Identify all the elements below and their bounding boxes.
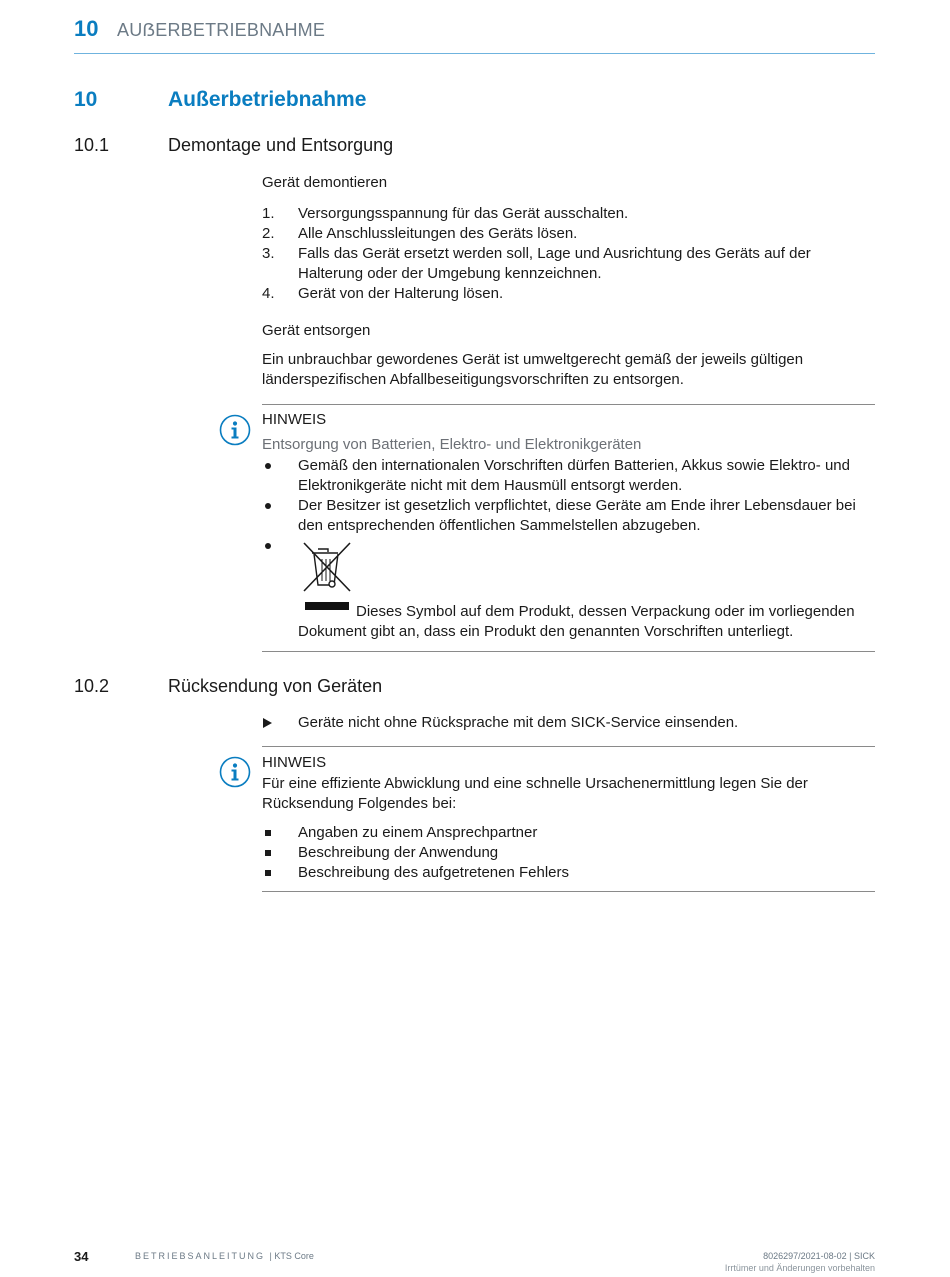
step-text: Alle Anschlussleitungen des Geräts lösen.	[298, 225, 578, 242]
header-divider	[74, 53, 875, 54]
bullet-dot	[265, 543, 271, 549]
bullet-text: Beschreibung der Anwendung	[298, 844, 499, 861]
symbol-explanation: Dieses Symbol auf dem Produkt, dessen Verpackung oder im vorliegenden Dokument gibt an, dass ein Produkt den genannten Vorschriften unterliegt.	[298, 603, 855, 640]
doc-type: BETRIEBSANLEITUNG	[135, 1251, 266, 1261]
note-top-rule	[262, 746, 875, 747]
product-name: | KTS Core	[269, 1251, 314, 1261]
step-number: 3.	[262, 245, 275, 262]
bullet-text: Der Besitzer ist gesetzlich verpflichtet, diese Geräte am Ende ihrer Lebensdauer bei den entsprechenden öffentlichen Sammelstellen abzugeben.	[298, 497, 856, 534]
note-text: Für eine effiziente Abwicklung und eine schnelle Ursachenermittlung legen Sie der Rücksendung Folgendes bei:	[262, 775, 808, 812]
bullet-dot	[265, 463, 271, 469]
note-bottom-rule	[262, 651, 875, 652]
chapter-number: 10	[74, 88, 98, 111]
note-subtitle: Entsorgung von Batterien, Elektro- und Elektronikgeräten	[262, 436, 642, 453]
action-arrow-icon	[263, 718, 272, 728]
step-number: 2.	[262, 225, 275, 242]
page-number: 34	[74, 1249, 89, 1264]
step-text: Gerät von der Halterung lösen.	[298, 285, 504, 302]
dispose-paragraph: Ein unbrauchbar gewordenes Gerät ist umweltgerecht gemäß der jeweils gültigen länderspezifischen Abfallbeseitigungsvorschriften zu entsorgen.	[262, 351, 804, 388]
note-label: HINWEIS	[262, 754, 327, 771]
info-icon	[219, 414, 251, 446]
bullet-dot	[265, 503, 271, 509]
note-top-rule	[262, 404, 875, 405]
note-bottom-rule	[262, 891, 875, 892]
section-title: Demontage und Entsorgung	[168, 135, 394, 155]
step-number: 4.	[262, 285, 275, 302]
bullet-text: Beschreibung des aufgetretenen Fehlers	[298, 864, 570, 881]
footer-disclaimer: Irrtümer und Änderungen vorbehalten	[724, 1263, 875, 1273]
step-text: Versorgungsspannung für das Gerät ausschalten.	[298, 205, 629, 222]
info-icon	[219, 756, 251, 788]
section-number: 10.1	[74, 135, 110, 155]
step-number: 1.	[262, 205, 275, 222]
footer-document-type	[135, 1251, 314, 1261]
subheading-dispose: Gerät entsorgen	[262, 322, 371, 339]
section-title: Rücksendung von Geräten	[168, 676, 383, 696]
header-chapter-title: AUẞERBETRIEBNAHME	[117, 20, 326, 40]
bullet-text: Gemäß den internationalen Vorschriften dürfen Batterien, Akkus sowie Elektro- und Elektronikgeräte nicht mit dem Hausmüll entsorgt werden.	[298, 457, 850, 494]
header-chapter-number: 10	[74, 16, 99, 41]
section-number: 10.2	[74, 676, 110, 696]
bullet-text: Angaben zu einem Ansprechpartner	[298, 824, 538, 841]
subheading-dismantle: Gerät demontieren	[262, 174, 388, 191]
action-text: Geräte nicht ohne Rücksprache mit dem SICK-Service einsenden.	[298, 714, 739, 731]
step-text: Falls das Gerät ersetzt werden soll, Lage und Ausrichtung des Geräts auf der Halterung oder der Umgebung kennzeichnen.	[298, 245, 811, 282]
square-bullet	[265, 850, 271, 856]
chapter-title: Außerbetriebnahme	[168, 88, 367, 111]
square-bullet	[265, 870, 271, 876]
footer-doc-id: 8026297/2021-08-02 | SICK	[763, 1251, 875, 1261]
square-bullet	[265, 830, 271, 836]
note-label: HINWEIS	[262, 411, 327, 428]
